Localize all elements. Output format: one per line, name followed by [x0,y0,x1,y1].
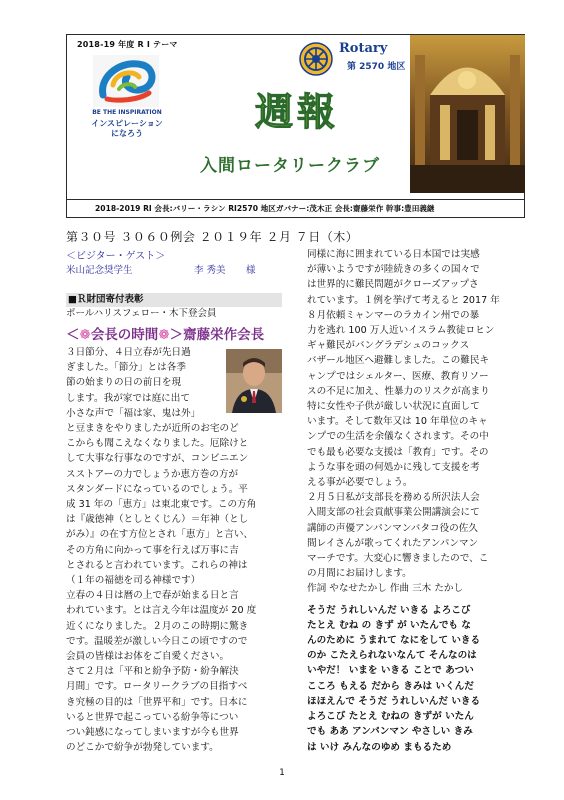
article-text-line: スの不足に加え、性暴力のリスクが高まり [307,385,490,397]
right-column-text [307,247,527,597]
guest-heading: ＜ビジター・ゲスト＞ [66,251,166,262]
rotary-wordmark: Rotary [339,41,388,56]
guest-name: 李 秀美 [194,265,226,276]
president-text-line: スストアーの力でしょうか恵方巻の方が [66,468,239,480]
president-message [66,345,282,755]
flower-icon: ❁ [79,327,91,343]
article-text-line: ャンプではシェルター、医療、教育リソー [307,370,489,382]
officers-line: 2018-2019 RI 会長:バリー・ラシン RI2570 地区ガバナー:茂木正 会長:齋藤栄作 幹事:豊田義継 [67,199,524,217]
donation-heading: ■Ｒ財団寄付表彰 [66,293,282,307]
president-portrait [226,349,282,413]
flower-icon: ❁ [158,327,170,343]
rotary-wheel-icon [298,41,334,77]
lyric-line: こころ もえる だから きみは いくんだ [307,680,474,692]
guest-entry [66,264,282,277]
article-text-line: が薄いようですが陸続きの多くの国々で [307,264,480,276]
guest-org: 米山記念奨学生 [66,265,133,276]
article-text-line: でも最も必要な支援は「教育」です。その [307,446,489,458]
masthead [66,34,525,218]
president-text-line: 小さな声で「福は家、鬼は外」 [66,407,201,419]
lyric-line: よろこび たとえ むねの きずが いたん [307,711,474,723]
lyric-line: んのために うまれて なにをして いきる [307,635,481,647]
article-text-line: ンプでの生活を余儀なくされます。その中 [307,431,489,443]
article-text-line: ような事を頭の何処かに残して支援を考 [307,461,480,473]
inspiration-swirl-icon [93,55,159,107]
article-text-line: 作詞 やなせたかし 作曲 三木 たかし [307,583,464,595]
president-text-line: き究極の目的は「世界平和」です。日本に [66,696,248,708]
article-text-line: 同様に海に囲まれている日本国では実感 [307,249,480,260]
right-column [307,247,527,755]
lyric-line: たとえ むね の きず が いたんでも な [307,619,471,631]
president-text-line: 月間」です。ロータリークラブの目指すべ [66,681,248,693]
president-text-line: とされると言われています。これらの神は [66,559,248,571]
president-text-line: いると世界で起こっている紛争等につい [66,711,239,723]
president-text-line: です。温暖差が激しい今日この頃ですので [66,635,248,647]
anpanman-march-lyrics [307,603,527,755]
president-text-line: 会員の皆様はお体をご自愛ください。 [66,651,230,663]
president-text-line: 近くになりました。２月のこの時期に驚き [66,620,249,632]
president-text-line: こからも聞こえなくなりました。厄除けと [66,438,249,450]
article-text-line: マーチです。大変心に響きましたので、こ [307,553,489,565]
article-text-line: ギャ難民がバングラデシュのコックス [307,340,470,352]
article-text-line: ２月５日私が支部長を務める所沢法人会 [307,492,480,504]
logo-subtitle [79,119,175,139]
logo-subtitle-line-2: になろう [111,129,143,138]
president-heading-close: ＞齋藤栄作会長 [169,327,265,343]
page-number: 1 [279,768,285,778]
president-text-line: と豆まきをやりましたが近所のお宅のど [66,423,239,435]
article-text-line: の月間にお届けします。 [307,568,412,580]
president-text-line: がみ）』の在す方位とされ「恵方」と言い、 [66,529,254,541]
president-text-line: 節の始まりの日の前日を現 [66,377,182,389]
article-text-line: ８月依頼ミャンマーのラカイン州での暴 [307,309,480,321]
lyric-line: でも ああ アンパンマン やさしい きみ [307,726,473,738]
article-text-line: は世界的に難民問題がクローズアップさ [307,279,479,291]
president-heading [66,326,282,344]
article-text-line: 力を逃れ 100 万人近いイスラム教徒ロヒン [307,325,495,337]
president-text-line: 立春の４日は暦の上で春が始まる日と言 [66,590,239,602]
lyric-line: いやだ！ いまを いきる ことで あつい [307,665,474,677]
president-text-line: スタンダードになっているのでしょう。平 [66,483,248,495]
article-text-line: 特に女性や子供が厳しい状況に直面して [307,401,480,413]
guest-honorific: 様 [246,265,256,276]
president-text-line: して大事な行事なのですが、コンビニエン [66,453,249,465]
article-text-line: 間レイさんが歌ってくれたアンパンマン [307,537,479,549]
president-text-line: は『歳徳神（としとくじん）＝年神（とし [66,514,249,526]
president-text-line: その方角に向かって事を行えば万事に吉 [66,544,239,556]
lyric-line: ほほえんで そうだ うれしいんだ いきる [307,695,481,707]
district-label: 第 2570 地区 [347,62,406,72]
president-heading-open: ＜ [66,327,80,343]
logo-subtitle-line-1: インスピレーション [91,119,163,128]
president-text-line: します。我が家では庭に出て [66,392,190,404]
president-text-line: ３日節分、４日立春が先日過 [66,347,191,358]
club-name: 入間ロータリークラブ [200,156,380,176]
left-column [66,250,282,755]
donation-text: ポールハリスフェロー・木下登会員 [66,308,217,319]
president-lines-narrow [66,345,224,421]
article-text-line: れています。１例を挙げて考えると 2017 年 [307,294,500,306]
ri-theme-logo [79,55,175,137]
article-text-line: 講師の声優アンパンマンバタコ役の佐久 [307,522,478,534]
president-heading-title: 会長の時間 [90,327,159,343]
lyric-line: のか こたえられないなんて そんなのは [307,650,477,662]
logo-title: BE THE INSPIRATION [92,109,162,116]
president-text-line: われています。とは言え今年は温度が 20 度 [66,605,257,617]
president-lines-full [66,421,282,755]
article-text-line: える事が必要でしょう。 [307,477,413,489]
president-text-line: 成 31 年の「恵方」は東北東です。この方角 [66,499,257,511]
lyric-line: は いけ みんなのゆめ まもるため [307,741,452,753]
president-text-line: のどこかで紛争が勃発しています。 [66,742,219,754]
article-text-line: います。そして数年又は 10 年単位のキャ [307,416,488,428]
president-text-line: （１年の福徳を司る神様です） [66,575,201,587]
article-text-line: 入間支部の社会貢献事業公開講演会にて [307,507,480,519]
lyric-line: そうだ うれしいんだ いきる よろこび [307,604,471,616]
president-text-line: さて２月は「平和と紛争予防・紛争解決 [66,666,239,678]
article-text-line: バザール地区へ避難しました。この難民キ [307,355,490,367]
issue-info: 第３０号 ３０６０例会 ２０１９年 ２月 ７日（木） [66,230,359,244]
president-text-line: ぎました。「節分」とは各季 [66,362,186,374]
cathedral-photo [410,35,525,193]
president-text-line: つい鈍感になってしまいますが今も世界 [66,727,239,739]
newsletter-title: 週報 [254,89,339,134]
theme-label: 2018-19 年度 R I テーマ [77,40,178,49]
